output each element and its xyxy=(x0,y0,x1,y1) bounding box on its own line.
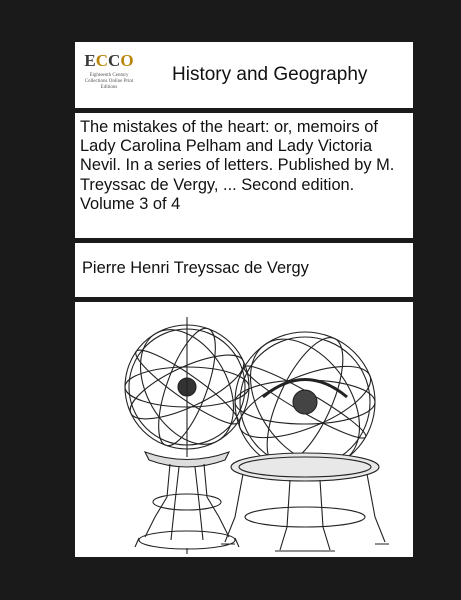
left-armillary-sphere xyxy=(121,313,252,554)
right-armillary-sphere xyxy=(221,319,389,551)
series-label: History and Geography xyxy=(172,64,368,85)
header-panel xyxy=(75,42,413,108)
logo-mark: ECCO xyxy=(84,51,134,70)
illustration-panel xyxy=(75,302,413,557)
book-author: Pierre Henri Treyssac de Vergy xyxy=(82,259,309,277)
author-panel xyxy=(75,243,413,297)
logo-subtitle: Eighteenth Century Collections Online Print Editions xyxy=(84,73,134,90)
title-panel xyxy=(75,113,413,238)
ecco-logo xyxy=(81,48,137,102)
book-title: The mistakes of the heart: or, memoirs of Lady Carolina Pelham and Lady Victoria Nevil. In a series of letters. Published by M. Treyssac de Vergy, ... Second edition. Volume 3 of 4 xyxy=(80,118,395,213)
armillary-spheres-illustration xyxy=(75,302,413,557)
